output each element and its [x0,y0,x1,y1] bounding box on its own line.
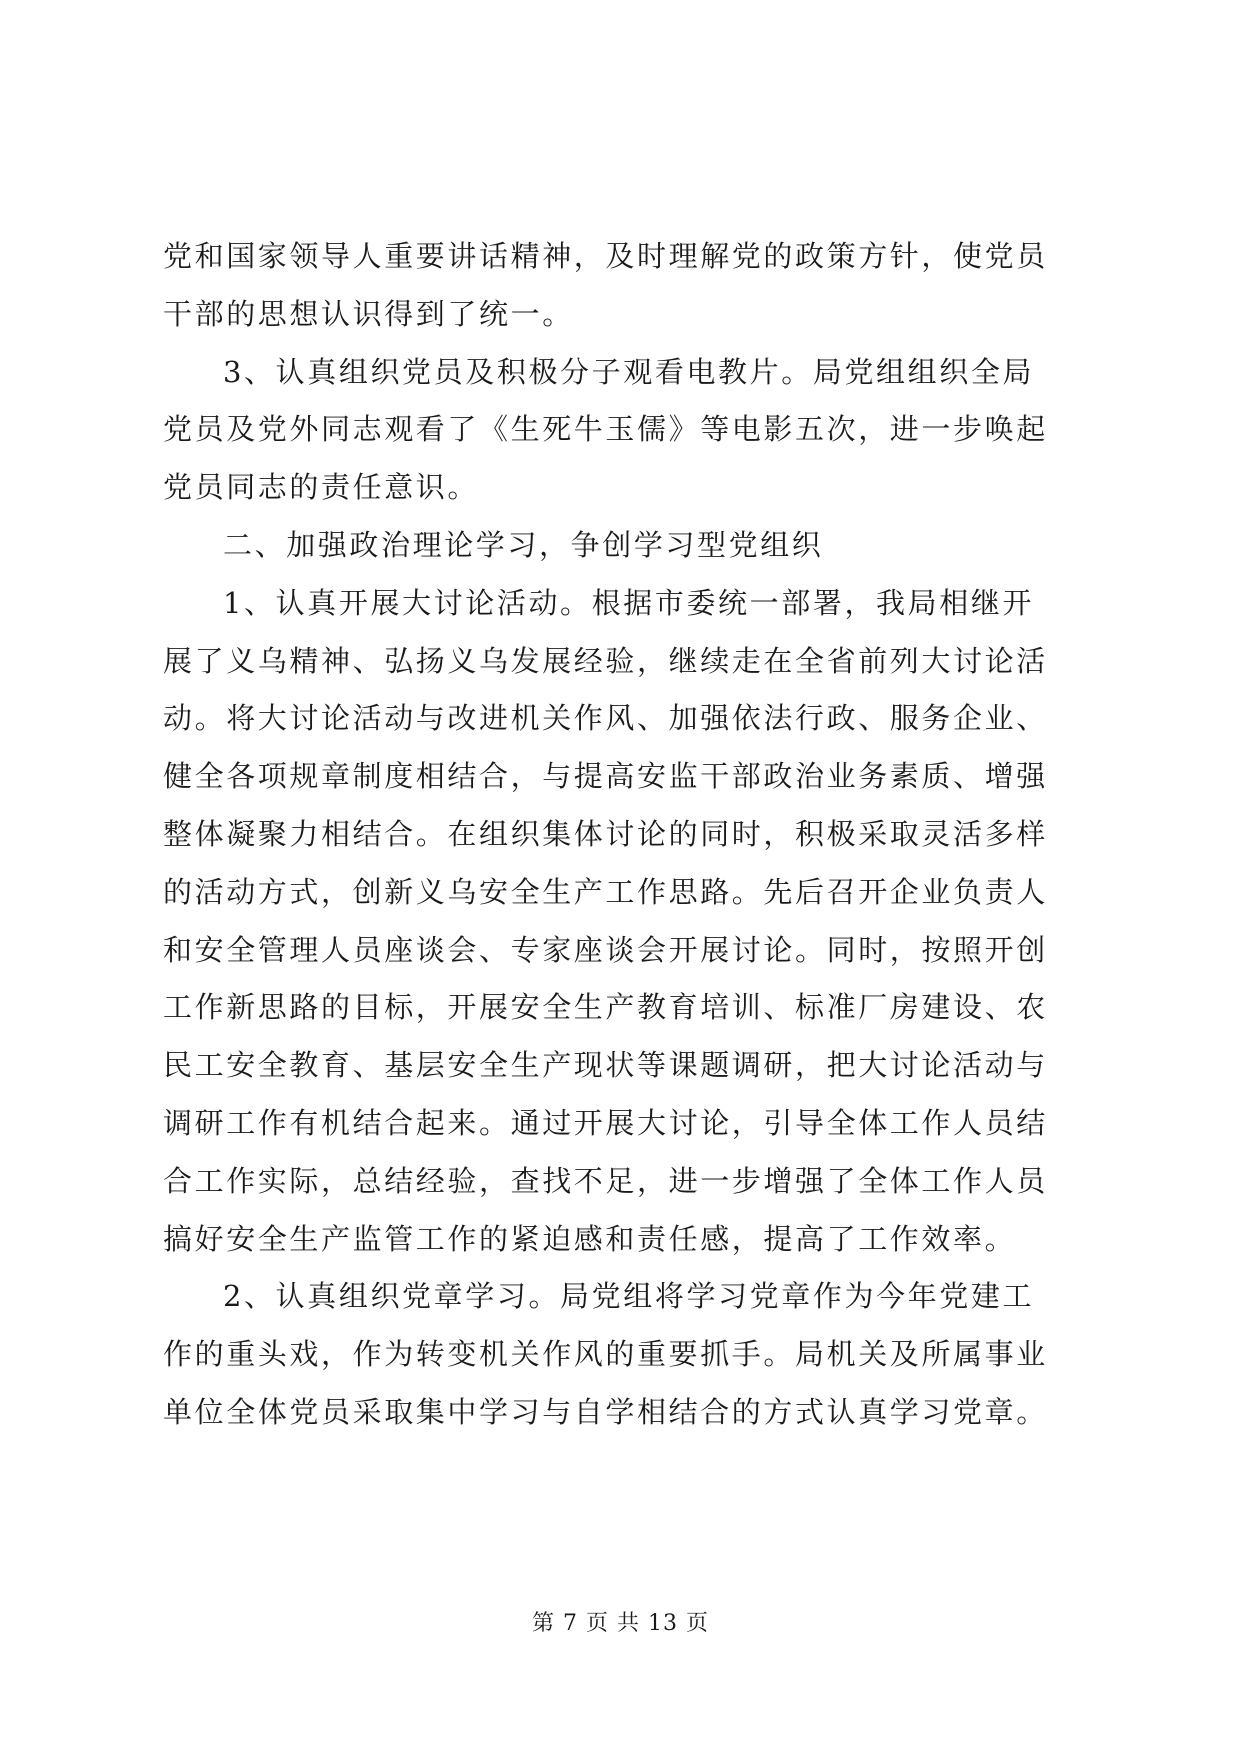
page-number: 第 7 页 共 13 页 [532,1611,709,1636]
body-line: 调研工作有机结合起来。通过开展大讨论，引导全体工作人员结 [163,1105,1048,1140]
body-line: 和安全管理人员座谈会、专家座谈会开展讨论。同时，按照开创 [163,932,1048,967]
section-heading: 二、加强政治理论学习，争创学习型党组织 [223,527,824,562]
body-line: 作的重头戏，作为转变机关作风的重要抓手。局机关及所属事业 [163,1337,1048,1372]
paragraph-start-line: 3、认真组织党员及积极分子观看电教片。局党组组织全局 [223,354,1035,389]
body-line: 党和国家领导人重要讲话精神，及时理解党的政策方针，使党员 [163,239,1048,273]
body-line: 整体凝聚力相结合。在组织集体讨论的同时，积极采取灵活多样 [163,816,1048,851]
paragraph-start-line: 1、认真开展大讨论活动。根据市委统一部署，我局相继开 [223,585,1035,620]
body-line: 民工安全教育、基层安全生产现状等课题调研，把大讨论活动与 [163,1048,1048,1083]
page-footer [0,1606,1241,1637]
body-line: 干部的思想认识得到了统一。 [163,296,574,331]
body-line: 搞好安全生产监管工作的紧迫感和责任感，提高了工作效率。 [163,1221,1017,1256]
paragraph-start-line: 2、认真组织党章学习。局党组将学习党章作为今年党建工 [223,1279,1035,1314]
body-line: 单位全体党员采取集中学习与自学相结合的方式认真学习党章。 [163,1394,1048,1429]
body-line: 动。将大讨论活动与改进机关作风、加强依法行政、服务企业、 [163,701,1048,736]
body-line: 党员及党外同志观看了《生死牛玉儒》等电影五次，进一步唤起 [163,412,1048,447]
body-line: 合工作实际，总结经验，查找不足，进一步增强了全体工作人员 [163,1163,1048,1198]
body-line: 的活动方式，创新义乌安全生产工作思路。先后召开企业负责人 [163,874,1048,909]
body-line: 展了义乌精神、弘扬义乌发展经验，继续走在全省前列大讨论活 [163,643,1048,678]
document-body [163,228,1083,1442]
body-line: 健全各项规章制度相结合，与提高安监干部政治业务素质、增强 [163,759,1048,794]
body-line: 工作新思路的目标，开展安全生产教育培训、标准厂房建设、农 [163,990,1048,1025]
body-line: 党员同志的责任意识。 [163,470,480,505]
